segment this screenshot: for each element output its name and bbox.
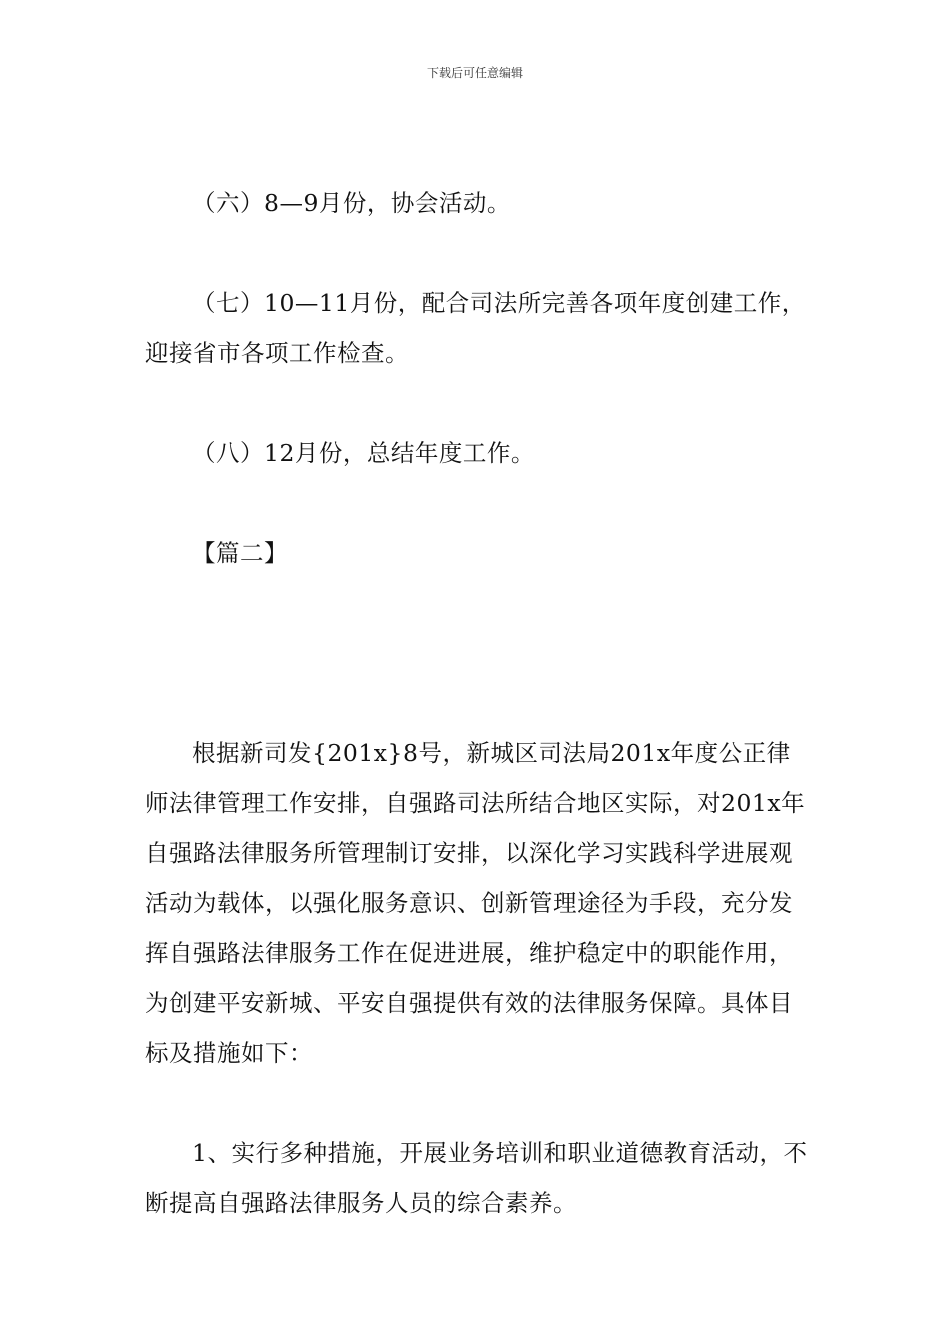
paragraph-intro: 根据新司发{201x}8号，新城区司法局201x年度公正律师法律管理工作安排，自强路司法所结合地区实际，对201x年自强路法律服务所管理制订安排，以深化学习实践科学进展观活动为载体，以强化服务意识、创新管理途径为手段，充分发挥自强路法律服务工作在促进进展，维护稳定中的职能作用，为创建平安新城、平安自强提供有效的法律服务保障。具体目标及措施如下： xyxy=(145,739,806,1067)
paragraph-item-1: 1、实行多种措施，开展业务培训和职业道德教育活动，不断提高自强路法律服务人员的综合素养。 xyxy=(145,1139,808,1217)
section-heading: 【篇二】 xyxy=(192,539,288,567)
paragraph-six: （六）8—9月份，协会活动。 xyxy=(192,189,511,217)
document-body xyxy=(145,178,810,1228)
page-header: 下载后可任意编辑 xyxy=(426,66,523,80)
paragraph-seven: （七）10—11月份，配合司法所完善各项年度创建工作，迎接省市各项工作检查。 xyxy=(145,289,806,367)
paragraph-eight: （八）12月份，总结年度工作。 xyxy=(192,439,535,467)
